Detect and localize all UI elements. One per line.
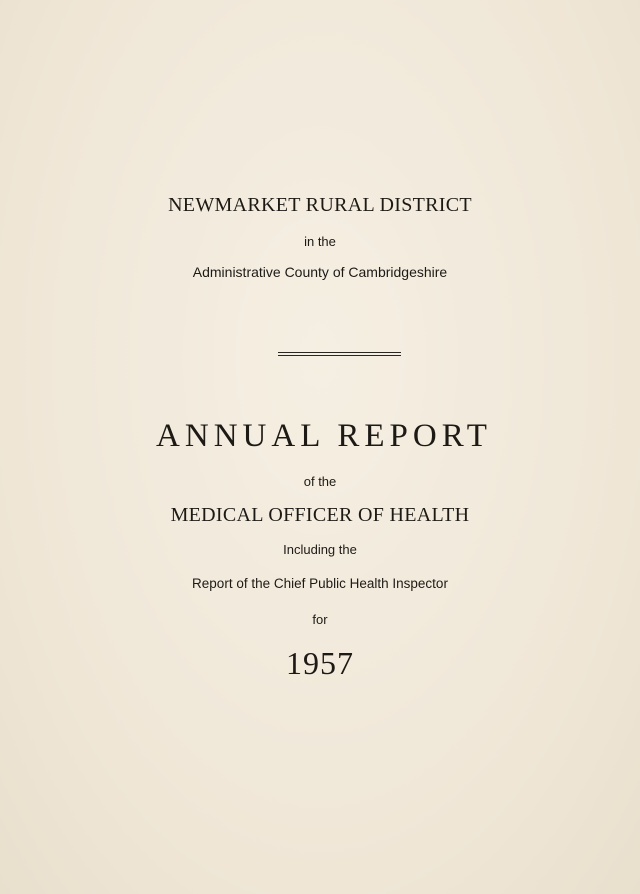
of-the-text: of the [303, 474, 337, 489]
rule-line-top [278, 352, 401, 353]
county-name: Administrative County of Cambridgeshire [192, 264, 448, 280]
inspector-report-text: Report of the Chief Public Health Inspector [192, 576, 448, 591]
officer-title: MEDICAL OFFICER OF HEALTH [170, 504, 470, 526]
district-name: NEWMARKET RURAL DISTRICT [168, 194, 472, 216]
rule-line-bottom [278, 355, 401, 356]
including-text: Including the [283, 542, 357, 557]
in-the-text: in the [304, 234, 336, 249]
report-title: ANNUAL REPORT [156, 418, 492, 454]
for-text: for [312, 612, 328, 627]
report-year: 1957 [286, 645, 354, 681]
